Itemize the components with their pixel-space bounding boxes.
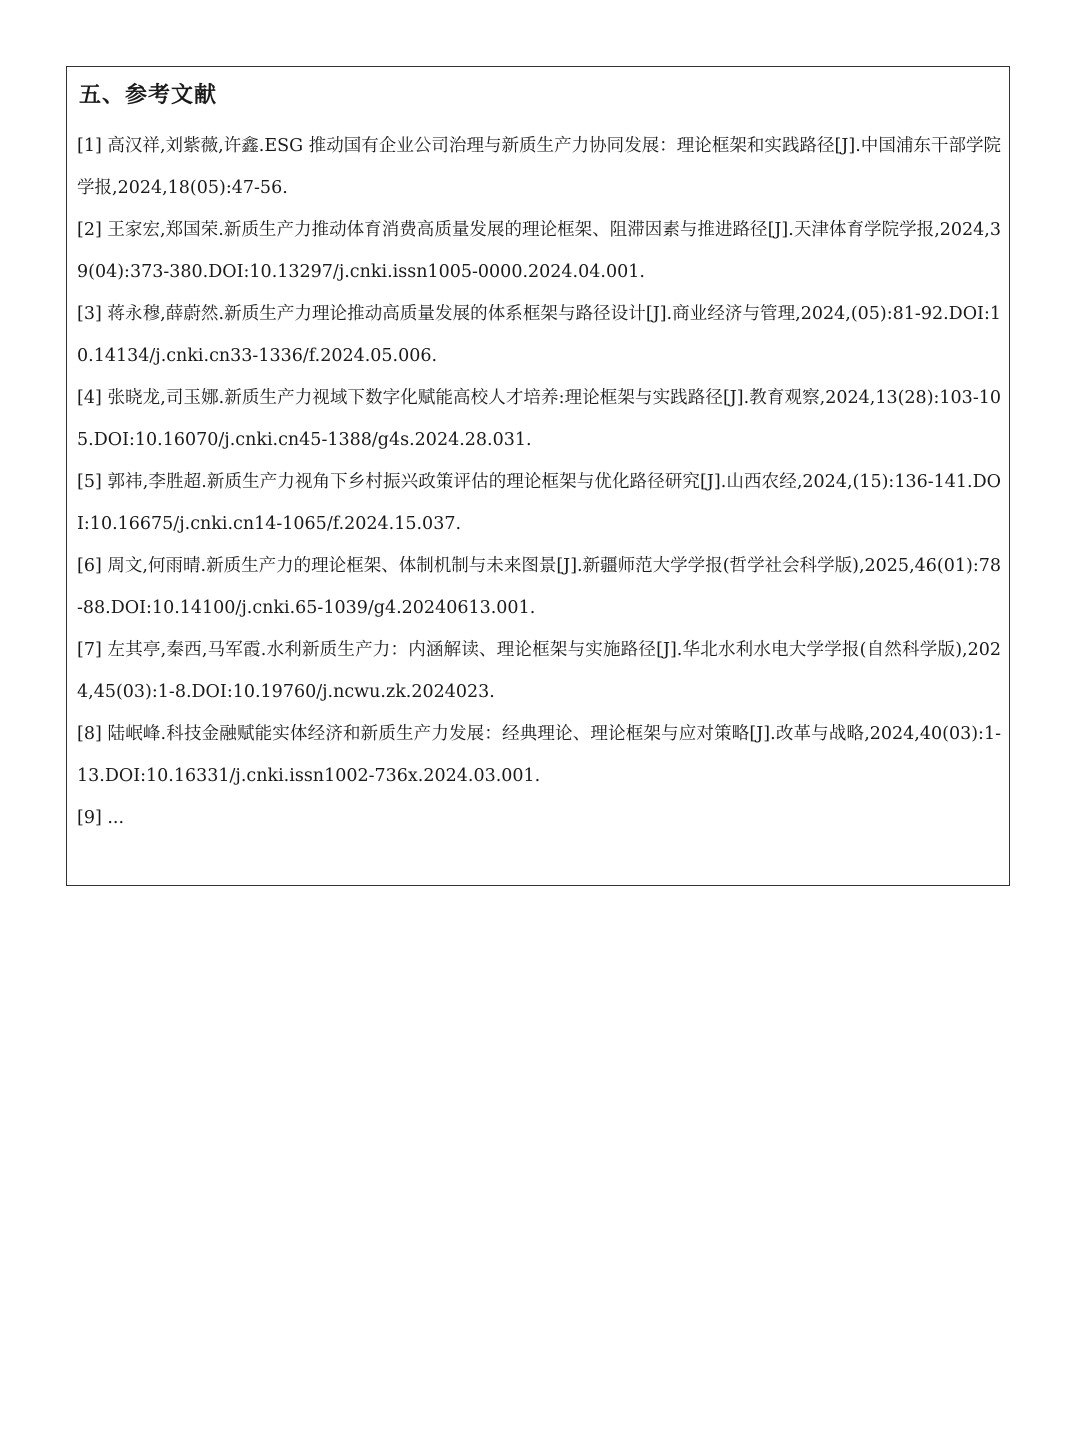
reference-item-5: [5] 郭祎,李胜超.新质生产力视角下乡村振兴政策评估的理论框架与优化路径研究[J].山西农经,2024,(15):136-141.DOI:10.16675/j.cnki.cn14-1065/f.2024.15.037.	[77, 472, 1001, 534]
reference-item-8: [8] 陆岷峰.科技金融赋能实体经济和新质生产力发展：经典理论、理论框架与应对策略[J].改革与战略,2024,40(03):1-13.DOI:10.16331/j.cnki.issn1002-736x.2024.03.001.	[77, 724, 1001, 786]
reference-item-2: [2] 王家宏,郑国荣.新质生产力推动体育消费高质量发展的理论框架、阻滞因素与推进路径[J].天津体育学院学报,2024,39(04):373-380.DOI:10.13297/j.cnki.issn1005-0000.2024.04.001.	[77, 220, 1001, 282]
references-box	[66, 66, 1010, 886]
section-title: 五、参考文献	[79, 83, 218, 108]
reference-item-1: [1] 高汉祥,刘紫薇,许鑫.ESG 推动国有企业公司治理与新质生产力协同发展：理论框架和实践路径[J].中国浦东干部学院学报,2024,18(05):47-56.	[77, 136, 1001, 198]
reference-list	[77, 125, 1001, 839]
reference-item-4: [4] 张晓龙,司玉娜.新质生产力视域下数字化赋能高校人才培养:理论框架与实践路径[J].教育观察,2024,13(28):103-105.DOI:10.16070/j.cnki.cn45-1388/g4s.2024.28.031.	[77, 388, 1001, 450]
reference-item-7: [7] 左其亭,秦西,马军霞.水利新质生产力：内涵解读、理论框架与实施路径[J].华北水利水电大学学报(自然科学版),2024,45(03):1-8.DOI:10.19760/j.ncwu.zk.2024023.	[77, 640, 1001, 702]
reference-item-6: [6] 周文,何雨晴.新质生产力的理论框架、体制机制与未来图景[J].新疆师范大学学报(哲学社会科学版),2025,46(01):78-88.DOI:10.14100/j.cnki.65-1039/g4.20240613.001.	[77, 556, 1001, 618]
reference-item-9: [9] ...	[77, 808, 125, 828]
reference-item-3: [3] 蒋永穆,薛蔚然.新质生产力理论推动高质量发展的体系框架与路径设计[J].商业经济与管理,2024,(05):81-92.DOI:10.14134/j.cnki.cn33-1336/f.2024.05.006.	[77, 304, 1001, 366]
